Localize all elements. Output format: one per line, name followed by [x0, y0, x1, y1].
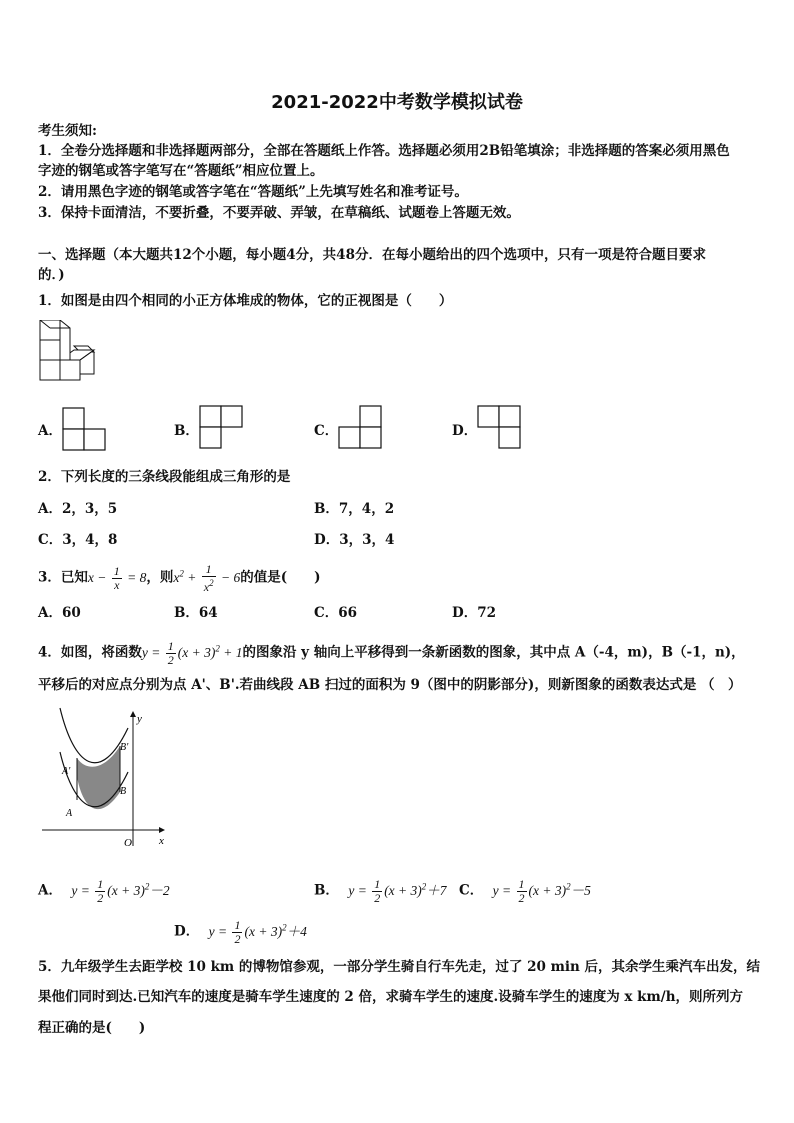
- graph-label-a: A: [66, 808, 73, 819]
- q4-option-d-formula: y = $\frac{1}{2}$ $(x + 3)^2+4$: [208, 917, 307, 946]
- graph-label-b-prime: B': [120, 742, 129, 753]
- q3-condition: x − $\frac{1}{x}$ = 8: [87, 563, 147, 592]
- q3-stem-prefix: 3．已知: [38, 569, 88, 586]
- q3-stem-suffix: 的值是( ): [240, 569, 321, 586]
- q3-option-c: C．66: [314, 605, 358, 621]
- notice-item: 字迹的钢笔或答字笔写在“答题纸”相应位置上。: [38, 163, 324, 179]
- q2-option-d: D．3，3，4: [314, 532, 395, 548]
- q3-option-b: B．64: [174, 605, 218, 621]
- q1-option-c-figure: [338, 405, 382, 449]
- notice-item: 3．保持卡面清洁，不要折叠，不要弄破、弄皱，在草稿纸、试题卷上答题无效。: [38, 205, 520, 221]
- q1-option-b-figure: [199, 405, 243, 449]
- graph-label-y: y: [137, 713, 142, 725]
- q4-option-a: [38, 871, 170, 906]
- q4-option-b: [314, 871, 447, 906]
- q1-option-d-label: D．: [452, 423, 478, 439]
- notice-item: 1．全卷分选择题和非选择题两部分，全部在答题纸上作答。选择题必须用2B铅笔填涂；非选择题的答案必须用黑色: [38, 143, 730, 159]
- q1-option-d-figure: [477, 405, 521, 449]
- q2-option-a: A．2，3，5: [38, 501, 118, 517]
- q4-stem-suffix: 的图象沿 y 轴向上平移得到一条新函数的图象，其中点 A（-4，m)，B（-1，n)，: [242, 644, 745, 661]
- q1-option-c-label: C．: [314, 423, 339, 439]
- q3-expression: $x^2$ + $\frac{1}{x^2}$ − 6: [173, 561, 241, 594]
- q4-option-c-label: C．: [459, 882, 484, 899]
- section-heading: 一、选择题（本大题共12个小题，每小题4分，共48分．在每小题给出的四个选项中，只有一项是符合题目要求: [38, 247, 706, 263]
- graph-label-x: x: [159, 835, 164, 847]
- q3-stem-mid: ，则: [146, 569, 174, 586]
- q2-option-b: B．7，4，2: [314, 501, 395, 517]
- q4-option-c: [459, 871, 591, 906]
- question-1-stem: 1．如图是由四个相同的小正方体堆成的物体，它的正视图是（ ）: [38, 293, 453, 309]
- q4-option-b-tail: ＋7: [426, 882, 447, 898]
- q1-option-a-figure: [62, 407, 106, 451]
- q4-option-c-formula: y = $\frac{1}{2}$ $(x + 3)^2-5$: [492, 876, 591, 905]
- graph-label-a-prime: A': [62, 766, 71, 777]
- parabola-graph: [40, 706, 170, 852]
- q4-option-a-label: A．: [38, 882, 62, 899]
- section-heading-cont: 的．): [38, 267, 65, 283]
- question-2-stem: 2．下列长度的三条线段能组成三角形的是: [38, 469, 291, 485]
- notice-heading: 考生须知:: [38, 123, 97, 139]
- question-4-stem-line2: 平移后的对应点分别为点 A'、B'.若曲线段 AB 扫过的面积为 9（图中的阴影部分)，则新图象的函数表达式是 （ ）: [38, 677, 742, 693]
- graph-label-b: B: [120, 786, 127, 797]
- q4-option-b-label: B．: [314, 882, 339, 899]
- q4-stem-prefix: 4．如图，将函数: [38, 644, 142, 661]
- q4-function: y = $\frac{1}{2}$ $(x + 3)^2 + 1$: [141, 638, 243, 667]
- q3-option-d: D．72: [452, 605, 496, 621]
- notice-item: 2．请用黑色字迹的钢笔或答字笔在“答题纸”上先填写姓名和准考证号。: [38, 184, 468, 200]
- page-title: 2021-2022中考数学模拟试卷: [271, 92, 523, 113]
- q4-option-d-tail: ＋4: [286, 923, 307, 939]
- question-5-stem: 5．九年级学生去距学校 10 km 的博物馆参观，一部分学生骑自行车先走，过了 20 min 后，其余学生乘汽车出发，结: [38, 959, 761, 975]
- question-5-stem-line3: 程正确的是( ): [38, 1020, 146, 1036]
- q4-option-a-tail: －2: [149, 882, 170, 898]
- q2-option-c: C．3，4，8: [38, 532, 118, 548]
- q1-option-a-label: A．: [38, 423, 62, 439]
- graph-label-origin: O: [124, 837, 132, 849]
- question-3-stem: [38, 558, 321, 594]
- q4-option-d: [174, 912, 307, 947]
- q4-option-d-label: D．: [174, 923, 200, 940]
- question-4-stem: [38, 633, 745, 668]
- q1-option-b-label: B．: [174, 423, 199, 439]
- cube-stack-figure: [36, 320, 100, 386]
- q4-option-c-tail: －5: [570, 882, 591, 898]
- q3-option-a: A．60: [38, 605, 81, 621]
- question-5-stem-line2: 果他们同时到达.已知汽车的速度是骑车学生速度的 2 倍，求骑车学生的速度.设骑车学生的速度为 x km/h，则所列方: [38, 989, 744, 1005]
- q4-option-a-formula: y = $\frac{1}{2}$ $(x + 3)^2-2$: [71, 876, 170, 905]
- q4-option-b-formula: y = $\frac{1}{2}$ $(x + 3)^2+7$: [348, 876, 447, 905]
